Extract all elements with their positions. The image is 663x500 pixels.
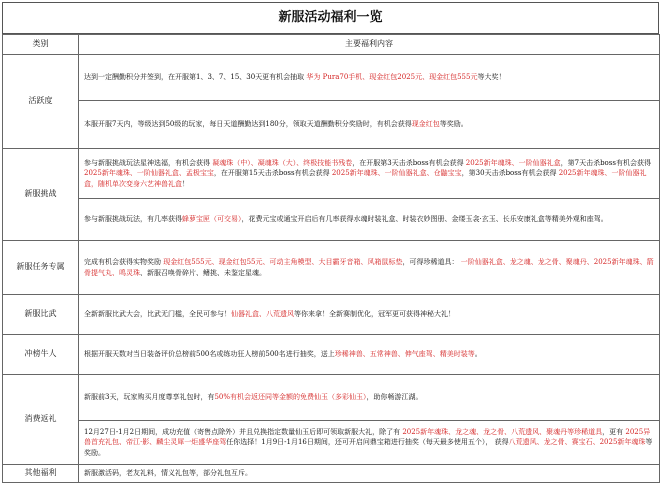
table-row [3, 375, 660, 421]
row-category: 新服挑战 [3, 149, 79, 241]
row-content [79, 101, 660, 149]
highlight-text: 50%有机会返还同等金额的免费仙玉（多彩仙玉） [214, 393, 367, 402]
body-text: 、新服召唤骨碎片、鳍挑、未鉴定星魂。 [140, 268, 266, 277]
highlight-text: 八荒遗风、龙之骨、赛宝石、2025新年魂珠 [508, 438, 646, 447]
row-content [79, 465, 660, 483]
highlight-text: 蜂萝宝匣（可交易） [182, 215, 242, 224]
highlight-text: 现金红包555元、现金红包55元、可动主角模型、大目霸牙音箱、风箱鼠标垫 [163, 257, 403, 266]
row-category: 新服比武 [3, 295, 79, 335]
highlight-text: 2025新年魂珠、一阶仙器礼盒，随机单次变身六艺神兽礼盒 [84, 169, 647, 188]
row-content [79, 335, 660, 375]
row-category: 新服任务专属 [3, 241, 79, 295]
table-row [3, 295, 660, 335]
table-row [3, 241, 660, 295]
body-text: ，第7天击杀boss有机会获得 [560, 158, 651, 167]
highlight-text: 2025异兽首充礼包、帝江·影、麟尘灵犀一炬盛华座驾 [84, 427, 651, 447]
body-text: 任你选择！1月9日-1月16日期间，还可开启问鼎宝箱进行抽奖（每天最多使用五个）， 获得 [226, 438, 509, 447]
row-category: 其他福利 [3, 465, 79, 483]
row-category: 活跃度 [3, 55, 79, 149]
row-category: 消费返礼 [3, 375, 79, 465]
body-text: 根据开服天数对当日装备评价总榜前500名或练功狂人榜前500名进行抽奖，送上 [84, 350, 335, 359]
body-text: ，助你畅游江湖。 [366, 393, 423, 402]
body-text: 等奖励。 [84, 438, 653, 457]
highlight-text: 一阶仙器礼盒、龙之魂、龙之骨、聚魂丹、2025新年魂珠、箭骨提气丸、鸣灵珠 [84, 257, 654, 277]
table-row [3, 465, 660, 483]
body-text: 等大奖！ [477, 73, 506, 82]
table-row [3, 101, 660, 149]
body-text: ，第30天击杀boss有机会获得 [461, 169, 559, 178]
highlight-text: 2025新年魂珠、一阶仙器礼盒 [465, 158, 561, 167]
table-row [3, 421, 660, 465]
table-row [3, 55, 660, 101]
body-text: 等你来拿！全新赛制优化，冠军更可获得神秘大礼！ [294, 310, 455, 319]
row-content [79, 55, 660, 101]
table-row [3, 335, 660, 375]
row-content [79, 295, 660, 335]
row-content [79, 421, 660, 465]
highlight-text: 现金红包 [411, 120, 440, 129]
body-text: ，在开服第3天击杀boss有机会获得 [352, 158, 466, 167]
body-text: 等奖励。 [439, 120, 468, 129]
body-text: ，更有 [602, 427, 626, 436]
body-text: 。 [474, 350, 482, 359]
highlight-text: 2025新年魂珠、龙之魂、龙之骨、八荒遗风、聚魂丹等珍稀道具 [402, 427, 603, 436]
highlight-text: 凝魂珠（中）、凝魂珠（大）、终极技能书残卷 [212, 158, 353, 167]
header-category: 类别 [3, 35, 79, 55]
body-text: 12月27日-1月2日期间，成功充值（寄售点除外）并且兑换指定数量仙玉后即可领取新服大礼，除了有 [84, 427, 403, 436]
body-text: 达到一定酬勤积分并签到，在开服第1、3、7、15、30天更有机会抽取 [84, 73, 307, 82]
highlight-text: 珍稀神兽、五常神兽、伸气座驾、精美时装等 [334, 350, 475, 359]
body-text: 参与新服挑战玩法星神选福，有机会获得 [84, 158, 213, 167]
highlight-text: 仙器礼盒、八荒遗风 [231, 310, 294, 319]
body-text: ，可得珍稀道具： [402, 257, 461, 266]
body-text: 新服前3天，玩家购买月度尊享礼包时，有 [84, 393, 215, 402]
body-text: 全新新服比武大会，比武无门槛，全民可参与！ [84, 310, 231, 319]
body-text: ！ [182, 179, 189, 188]
body-text: 参与新服挑战玩法，有几率获得 [84, 215, 182, 224]
highlight-text: 华为 Pura70手机、现金红包2025元、现金红包555元 [306, 73, 478, 82]
body-text: 本服开服7天内，等级达到50级的玩家，每日天道酬勤达到180分，领取天道酬勤积分奖励时，有机会获得 [84, 120, 412, 129]
highlight-text: 2025新年魂珠、一阶仙器礼盒、孟极宝宝 [84, 169, 214, 178]
benefits-table [2, 34, 660, 483]
body-text: ，在开服第15天击杀boss有机会获得 [213, 169, 332, 178]
table-header-row [3, 35, 660, 55]
body-text: 新服激活码，老友礼料，情义礼包等，部分礼包互斥。 [84, 469, 252, 478]
table-row [3, 149, 660, 199]
row-content [79, 375, 660, 421]
row-content [79, 241, 660, 295]
highlight-text: 2025新年魂珠、一阶仙器礼盒、仓鼬宝宝 [331, 169, 462, 178]
table-row [3, 199, 660, 241]
body-text: ，花费元宝或通宝开启后有几率获得水魂时装礼盒、时装衣妙图册、金缕玉衾·玄玉、长乐安康礼盒等精美外观和座驾。 [241, 215, 608, 224]
body-text: 完成有机会获得实物奖励 [84, 257, 164, 266]
row-content [79, 149, 660, 199]
header-content: 主要福利内容 [79, 35, 660, 55]
row-category: 冲榜牛人 [3, 335, 79, 375]
row-content [79, 199, 660, 241]
page-title: 新服活动福利一览 [2, 2, 659, 34]
